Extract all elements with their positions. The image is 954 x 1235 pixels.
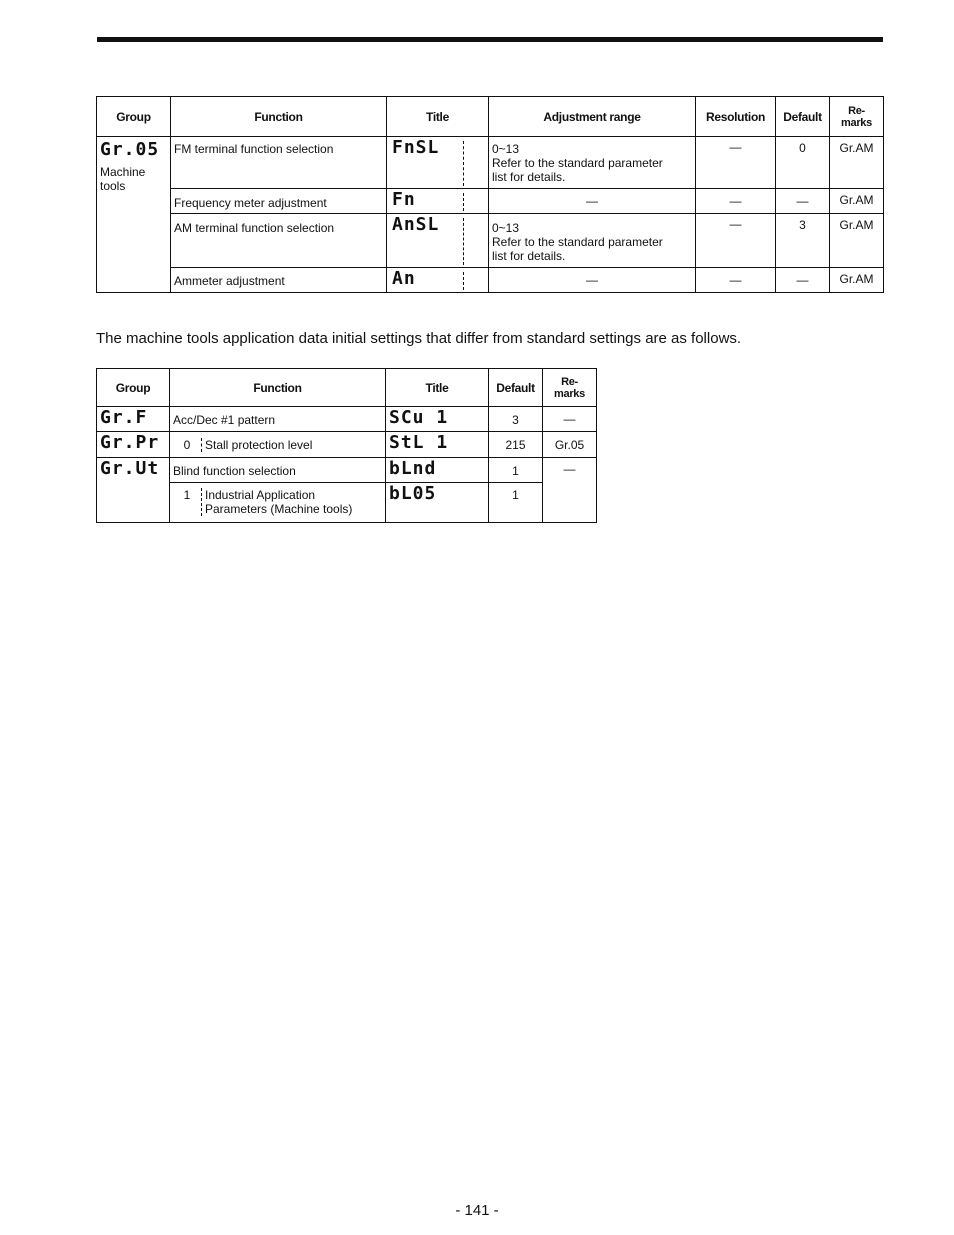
remarks-cell: Gr.05	[543, 432, 597, 458]
top-rule	[97, 37, 883, 42]
group-cell	[97, 458, 170, 523]
table-row	[97, 432, 597, 458]
dash-divider	[463, 141, 464, 186]
function-cell: FM terminal function selection	[171, 137, 387, 189]
header-remarks: Re- marks	[830, 97, 884, 137]
group-cell	[97, 137, 171, 293]
function-cell: Ammeter adjustment	[171, 268, 387, 293]
intro-paragraph: The machine tools application data initial settings that differ from standard settings are as follows.	[96, 330, 742, 347]
title-cell	[387, 214, 489, 268]
header-remarks: Re- marks	[543, 369, 597, 407]
header-default: Default	[776, 97, 830, 137]
group-code: Gr.F	[100, 407, 148, 428]
title-code: SCu 1	[389, 407, 449, 428]
function-text: Industrial Application Parameters (Machine tools)	[201, 488, 352, 516]
range-cell: —	[489, 189, 696, 214]
remarks-cell: Gr.AM	[830, 137, 884, 189]
resolution-cell: —	[696, 189, 776, 214]
parameter-table	[96, 96, 884, 293]
function-cell: AM terminal function selection	[171, 214, 387, 268]
remarks-cell: —	[543, 407, 597, 432]
default-cell: 1	[489, 483, 543, 523]
title-cell	[386, 407, 489, 432]
function-cell: Acc/Dec #1 pattern	[170, 407, 386, 432]
table-header-row	[97, 97, 884, 137]
remarks-cell: —	[543, 458, 597, 523]
function-cell	[170, 432, 386, 458]
table-row	[97, 189, 884, 214]
title-code: AnSL	[392, 214, 440, 235]
title-code: StL 1	[389, 432, 449, 453]
table-row	[97, 458, 597, 483]
title-cell	[386, 458, 489, 483]
title-code: bLnd	[389, 458, 437, 479]
range-cell: 0~13 Refer to the standard parameter list for details.	[489, 137, 696, 189]
title-code: An	[392, 268, 416, 289]
sub-number: 1	[183, 488, 191, 502]
table-row	[97, 407, 597, 432]
header-title: Title	[387, 97, 489, 137]
title-cell	[386, 432, 489, 458]
header-function: Function	[171, 97, 387, 137]
default-cell: 3	[489, 407, 543, 432]
header-title: Title	[386, 369, 489, 407]
default-cell: —	[776, 268, 830, 293]
header-default: Default	[489, 369, 543, 407]
group-code: Gr.Ut	[100, 458, 160, 479]
group-cell	[97, 407, 170, 432]
sub-number: 0	[183, 438, 191, 452]
range-cell: —	[489, 268, 696, 293]
header-resolution: Resolution	[696, 97, 776, 137]
default-cell: 3	[776, 214, 830, 268]
table-row	[97, 214, 884, 268]
resolution-cell: —	[696, 137, 776, 189]
header-group: Group	[97, 97, 171, 137]
header-group: Group	[97, 369, 170, 407]
group-code: Gr.05	[100, 139, 160, 160]
range-cell: 0~13 Refer to the standard parameter list for details.	[489, 214, 696, 268]
resolution-cell: —	[696, 268, 776, 293]
title-code: bL05	[389, 483, 437, 504]
function-cell: Blind function selection	[170, 458, 386, 483]
dash-divider	[463, 272, 464, 290]
machine-tools-settings-table	[96, 368, 597, 523]
title-cell	[386, 483, 489, 523]
function-cell: Frequency meter adjustment	[171, 189, 387, 214]
dash-divider	[463, 218, 464, 265]
table-row	[97, 268, 884, 293]
resolution-cell: —	[696, 214, 776, 268]
page-number: - 141 -	[455, 1202, 499, 1219]
function-cell	[170, 483, 386, 523]
table-header-row	[97, 369, 597, 407]
title-cell	[387, 268, 489, 293]
table-row	[97, 483, 597, 523]
title-code: FnSL	[392, 137, 440, 158]
header-function: Function	[170, 369, 386, 407]
title-code: Fn	[392, 189, 416, 210]
group-code: Gr.Pr	[100, 432, 160, 453]
function-text: Stall protection level	[201, 438, 312, 452]
group-label: Machine tools	[100, 165, 146, 193]
default-cell: 1	[489, 458, 543, 483]
default-cell: —	[776, 189, 830, 214]
group-cell	[97, 432, 170, 458]
remarks-cell: Gr.AM	[830, 268, 884, 293]
remarks-cell: Gr.AM	[830, 214, 884, 268]
default-cell: 0	[776, 137, 830, 189]
header-adjustment-range: Adjustment range	[489, 97, 696, 137]
dash-divider	[463, 193, 464, 211]
default-cell: 215	[489, 432, 543, 458]
table-row	[97, 137, 884, 189]
remarks-cell: Gr.AM	[830, 189, 884, 214]
title-cell	[387, 137, 489, 189]
title-cell	[387, 189, 489, 214]
